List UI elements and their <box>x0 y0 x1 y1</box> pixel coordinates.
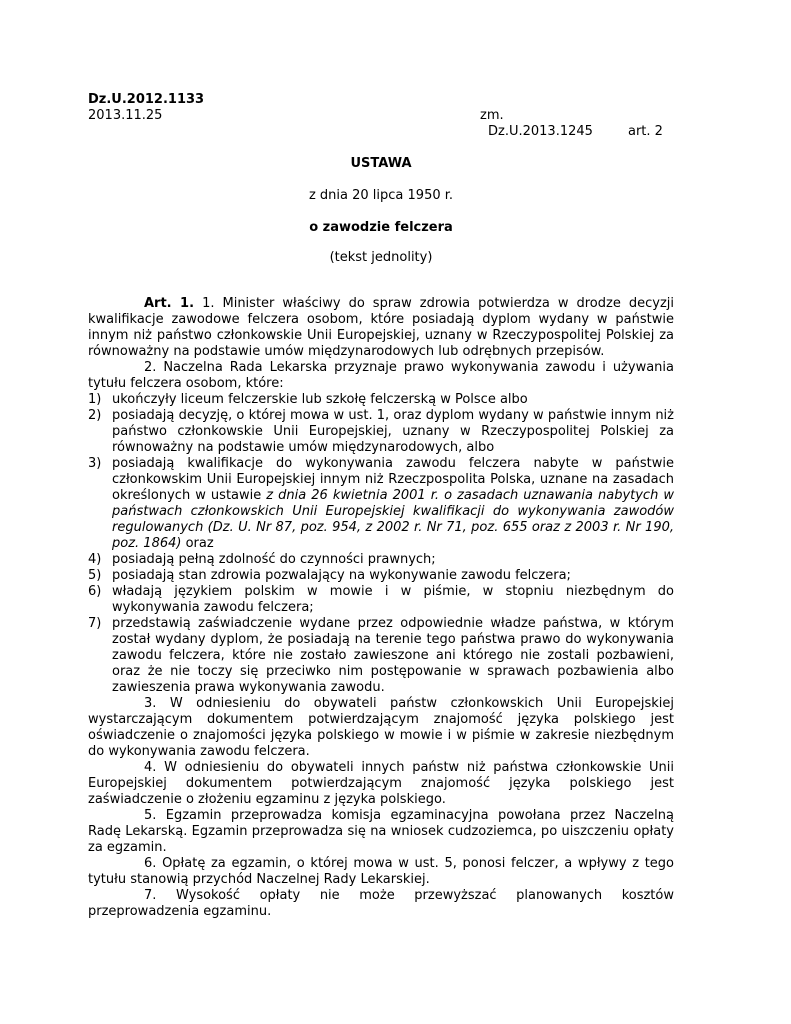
header-row-2 <box>88 124 674 140</box>
journal-reference: Dz.U.2012.1133 <box>88 92 205 107</box>
list-text: ukończyły liceum felczerskie lub szkołę felczerską w Polsce albo <box>112 392 528 407</box>
list-item <box>88 616 674 696</box>
list-text: przedstawią zaświadczenie wydane przez odpowiednie władze państwa, w którym został wydany dyplom, że posiadają na terenie tego państwa prawo do wykonywania zawodu felczera, które nie zostało zawieszone ani którego nie zostali pozbawieni, oraz że nie toczy się przeciwko nim postępowanie w sprawach pozbawienia albo zawieszenia prawa wykonywania zawodu. <box>112 616 674 695</box>
list-item <box>88 552 674 568</box>
article-1-paragraph-7: 7. Wysokość opłaty nie może przewyższać planowanych kosztów przeprowadzenia egzaminu. <box>88 888 674 919</box>
list-item <box>88 568 674 584</box>
list-text: posiadają stan zdrowia pozwalający na wykonywanie zawodu felczera; <box>112 568 571 583</box>
amendment-label: zm. <box>480 108 504 123</box>
amendment-reference: Dz.U.2013.1245 <box>488 124 593 139</box>
document-subject: o zawodzie felczera <box>309 220 453 235</box>
list-text: posiadają kwalifikacje do wykonywania zawodu felczera nabyte w państwie członkowskim Unii Europejskiej innym niż Rzeczpospolita Polska, uznane na zasadach określonych w ustawie <box>112 456 674 503</box>
article-1-paragraph-3: 3. W odniesieniu do obywateli państw członkowskich Unii Europejskiej wystarczającym dokumentem potwierdzającym znajomość języka polskiego jest oświadczenie o znajomości języka polskiego w mowie i w piśmie w zakresie niezbędnym do wykonywania zawodu felczera. <box>88 696 674 759</box>
list-text-tail: oraz <box>181 536 214 551</box>
list-number: 1) <box>88 392 102 407</box>
document-title: USTAWA <box>350 156 412 171</box>
list-item <box>88 584 674 616</box>
amendment-article: art. 2 <box>628 124 663 139</box>
article-label: Art. 1. <box>144 296 195 311</box>
requirements-list <box>88 392 674 696</box>
document-date: z dnia 20 lipca 1950 r. <box>308 188 454 203</box>
list-text: władają językiem polskim w mowie i w piśmie, w stopniu niezbędnym do wykonywania zawodu felczera; <box>112 584 674 615</box>
list-number: 7) <box>88 616 102 631</box>
article-1-paragraph-5: 5. Egzamin przeprowadza komisja egzaminacyjna powołana przez Naczelną Radę Lekarską. Egzamin przeprowadza się na wniosek cudzoziemca, po uiszczeniu opłaty za egzamin. <box>88 808 674 855</box>
article-1 <box>88 296 674 920</box>
article-1-paragraph-1 <box>88 296 674 360</box>
list-number: 4) <box>88 552 102 567</box>
document-page <box>88 92 674 920</box>
list-number: 2) <box>88 408 102 423</box>
document-edition: (tekst jednolity) <box>329 250 433 265</box>
list-text: posiadają pełną zdolność do czynności prawnych; <box>112 552 436 567</box>
list-item <box>88 392 674 408</box>
list-text-citation: z dnia 26 kwietnia 2001 r. o zasadach uznawania nabytych w państwach członkowskich Unii Europejskiej kwalifikacji do wykonywania zawodów regulowanych (Dz. U. Nr 87, poz. 954, z 2002 r. Nr 71, poz. 655 oraz z 2003 r. Nr 190, poz. 1864) <box>112 488 674 551</box>
article-1-paragraph-2: 2. Naczelna Rada Lekarska przyznaje prawo wykonywania zawodu i używania tytułu felczera osobom, które: <box>88 360 674 391</box>
consolidation-date: 2013.11.25 <box>88 108 163 123</box>
list-item <box>88 456 674 552</box>
paragraph-text: 1. Minister właściwy do spraw zdrowia potwierdza w drodze decyzji kwalifikacje zawodowe felczera osobom, które posiadają dyplom wydany w państwie innym niż państwo członkowskie Unii Europejskiej, uznany w Rzeczypospolitej Polskiej za równoważny na podstawie umów międzynarodowych lub odrębnych przepisów. <box>88 296 674 359</box>
list-text: posiadają decyzję, o której mowa w ust. 1, oraz dyplom wydany w państwie innym niż państwo członkowskie Unii Europejskiej, uznany w Rzeczypospolitej Polskiej za równoważny na podstawie umów międzynarodowych, albo <box>112 408 674 455</box>
list-item <box>88 408 674 456</box>
header-row-1 <box>88 108 674 124</box>
list-number: 3) <box>88 456 102 471</box>
article-1-paragraph-6: 6. Opłatę za egzamin, o której mowa w ust. 5, ponosi felczer, a wpływy z tego tytułu stanowią przychód Naczelnej Rady Lekarskiej. <box>88 856 674 887</box>
list-number: 5) <box>88 568 102 583</box>
list-number: 6) <box>88 584 102 599</box>
article-1-paragraph-4: 4. W odniesieniu do obywateli innych państw niż państwa członkowskie Unii Europejskiej dokumentem potwierdzającym znajomość języka polskiego jest zaświadczenie o złożeniu egzaminu z języka polskiego. <box>88 760 674 807</box>
